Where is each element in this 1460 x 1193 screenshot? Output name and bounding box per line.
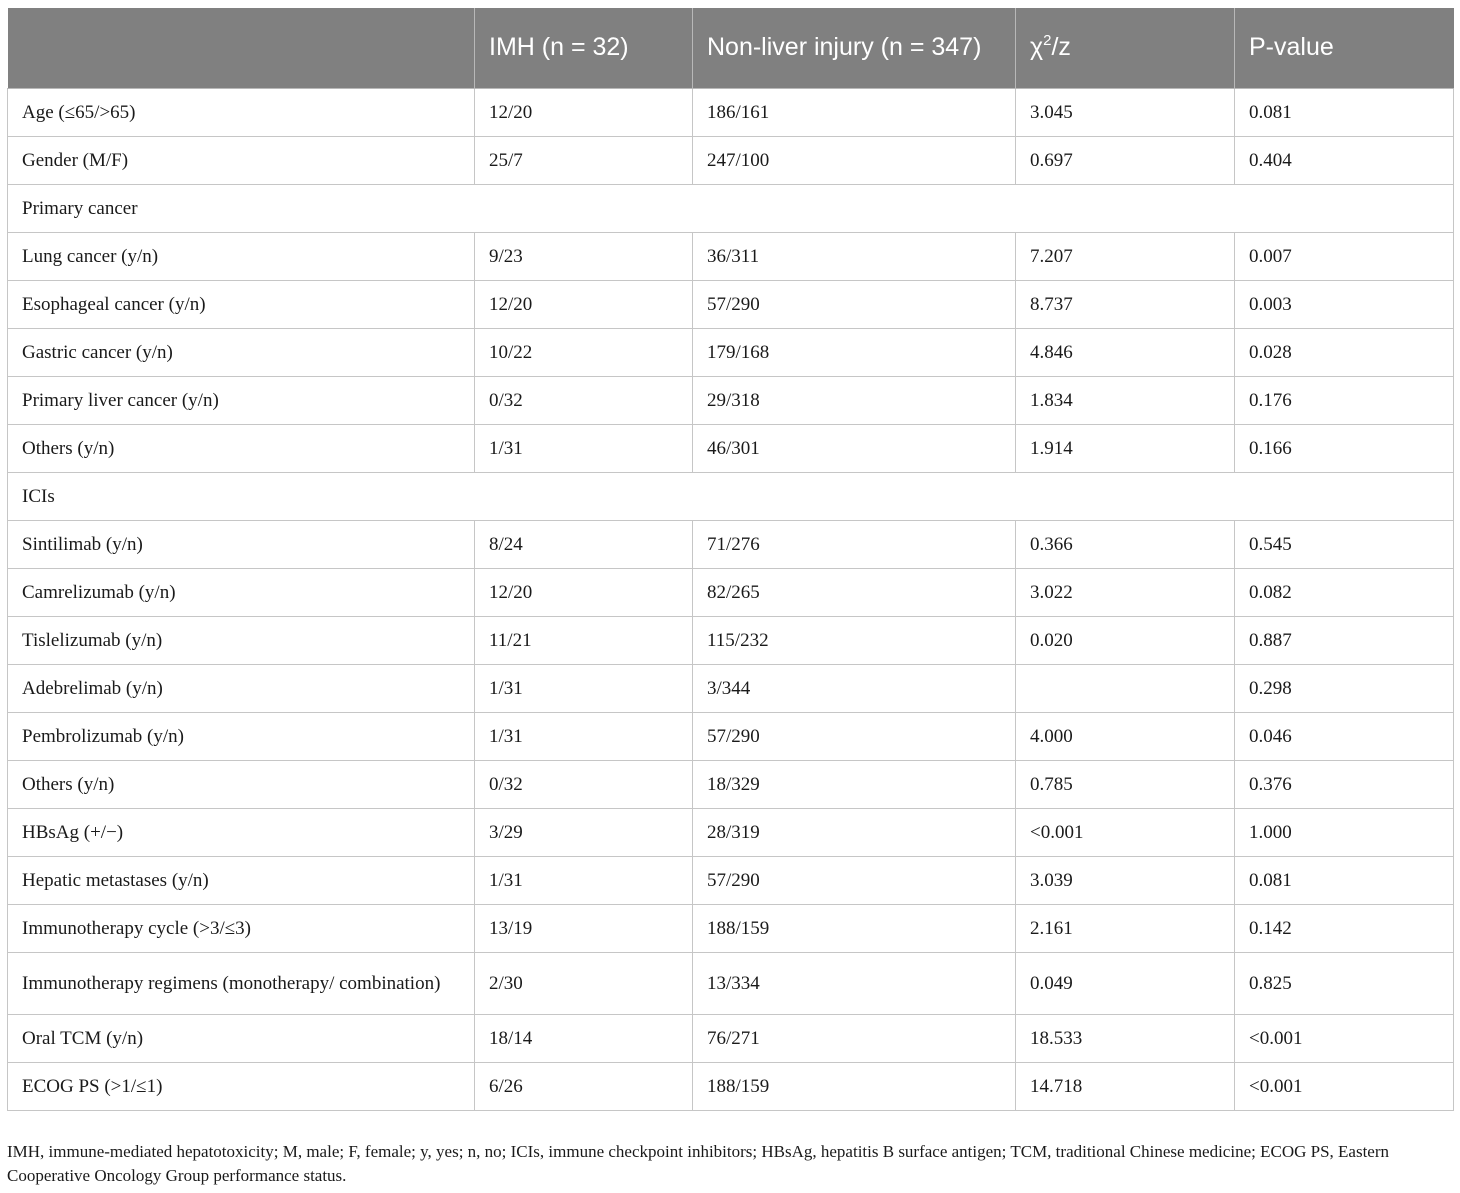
header-imh: IMH (n = 32) (475, 8, 693, 88)
cell-p-value: 0.166 (1235, 424, 1454, 472)
cell-chi-square: 0.020 (1016, 616, 1235, 664)
cell-chi-square: 7.207 (1016, 232, 1235, 280)
cell-non-liver-injury: 247/100 (693, 136, 1016, 184)
table-row (8, 712, 1454, 760)
cell-imh: 11/21 (475, 616, 693, 664)
cell-p-value: 0.176 (1235, 376, 1454, 424)
table-row (8, 424, 1454, 472)
cell-non-liver-injury: 57/290 (693, 712, 1016, 760)
cell-p-value: 0.142 (1235, 904, 1454, 952)
section-row (8, 472, 1454, 520)
row-label: Immunotherapy regimens (monotherapy/ combination) (8, 952, 475, 1014)
cell-chi-square: 0.049 (1016, 952, 1235, 1014)
cell-p-value: 0.082 (1235, 568, 1454, 616)
cell-imh: 12/20 (475, 280, 693, 328)
table-row (8, 1014, 1454, 1062)
cell-non-liver-injury: 13/334 (693, 952, 1016, 1014)
cell-chi-square: 0.366 (1016, 520, 1235, 568)
cell-chi-square: 0.785 (1016, 760, 1235, 808)
cell-non-liver-injury: 57/290 (693, 856, 1016, 904)
cell-imh: 13/19 (475, 904, 693, 952)
cell-p-value: 0.028 (1235, 328, 1454, 376)
cell-chi-square: <0.001 (1016, 808, 1235, 856)
row-label: Immunotherapy cycle (>3/≤3) (8, 904, 475, 952)
section-label: ICIs (8, 472, 1454, 520)
cell-chi-square: 14.718 (1016, 1062, 1235, 1110)
cell-chi-square: 4.000 (1016, 712, 1235, 760)
row-label: Adebrelimab (y/n) (8, 664, 475, 712)
header-row (8, 8, 1454, 88)
cell-non-liver-injury: 3/344 (693, 664, 1016, 712)
row-label: Primary liver cancer (y/n) (8, 376, 475, 424)
cell-imh: 12/20 (475, 568, 693, 616)
cell-chi-square: 3.022 (1016, 568, 1235, 616)
cell-p-value: 0.081 (1235, 88, 1454, 136)
header-chi-base: χ (1030, 33, 1044, 62)
results-table (7, 8, 1454, 1111)
cell-p-value: 0.545 (1235, 520, 1454, 568)
cell-chi-square (1016, 664, 1235, 712)
table-row (8, 904, 1454, 952)
cell-non-liver-injury: 28/319 (693, 808, 1016, 856)
cell-chi-square: 3.039 (1016, 856, 1235, 904)
cell-p-value: 0.404 (1235, 136, 1454, 184)
row-label: Gender (M/F) (8, 136, 475, 184)
row-label: Hepatic metastases (y/n) (8, 856, 475, 904)
cell-p-value: 0.046 (1235, 712, 1454, 760)
table-row (8, 376, 1454, 424)
cell-p-value: <0.001 (1235, 1062, 1454, 1110)
row-label: Age (≤65/>65) (8, 88, 475, 136)
table-row (8, 760, 1454, 808)
cell-chi-square: 2.161 (1016, 904, 1235, 952)
cell-non-liver-injury: 18/329 (693, 760, 1016, 808)
cell-chi-square: 18.533 (1016, 1014, 1235, 1062)
cell-p-value: 0.376 (1235, 760, 1454, 808)
table-row (8, 568, 1454, 616)
table-footnote: IMH, immune-mediated hepatotoxicity; M, male; F, female; y, yes; n, no; ICIs, immune checkpoint inhibitors; HBsAg, hepatitis B surface antigen; TCM, traditional Chinese medicine; ECOG PS, Eastern Cooperative Oncology Group performance status. (7, 1142, 1390, 1185)
cell-imh: 9/23 (475, 232, 693, 280)
cell-chi-square: 0.697 (1016, 136, 1235, 184)
table-row (8, 88, 1454, 136)
header-chi-tail: /z (1051, 33, 1071, 62)
header-variable (8, 8, 475, 88)
table-row (8, 856, 1454, 904)
cell-non-liver-injury: 46/301 (693, 424, 1016, 472)
cell-non-liver-injury: 29/318 (693, 376, 1016, 424)
cell-imh: 6/26 (475, 1062, 693, 1110)
cell-non-liver-injury: 179/168 (693, 328, 1016, 376)
table-row (8, 952, 1454, 1014)
row-label: Others (y/n) (8, 760, 475, 808)
cell-p-value: 1.000 (1235, 808, 1454, 856)
cell-non-liver-injury: 57/290 (693, 280, 1016, 328)
cell-p-value: 0.825 (1235, 952, 1454, 1014)
cell-non-liver-injury: 71/276 (693, 520, 1016, 568)
cell-p-value: 0.081 (1235, 856, 1454, 904)
row-label: Esophageal cancer (y/n) (8, 280, 475, 328)
cell-imh: 1/31 (475, 856, 693, 904)
section-label: Primary cancer (8, 184, 1454, 232)
cell-non-liver-injury: 82/265 (693, 568, 1016, 616)
table-row (8, 808, 1454, 856)
row-label: Camrelizumab (y/n) (8, 568, 475, 616)
cell-non-liver-injury: 36/311 (693, 232, 1016, 280)
cell-imh: 0/32 (475, 760, 693, 808)
row-label: Sintilimab (y/n) (8, 520, 475, 568)
cell-imh: 1/31 (475, 424, 693, 472)
cell-chi-square: 3.045 (1016, 88, 1235, 136)
cell-p-value: 0.003 (1235, 280, 1454, 328)
row-label: Gastric cancer (y/n) (8, 328, 475, 376)
cell-imh: 3/29 (475, 808, 693, 856)
cell-chi-square: 1.914 (1016, 424, 1235, 472)
cell-p-value: <0.001 (1235, 1014, 1454, 1062)
row-label: Tislelizumab (y/n) (8, 616, 475, 664)
cell-non-liver-injury: 188/159 (693, 1062, 1016, 1110)
header-chi-square (1016, 8, 1235, 88)
row-label: Others (y/n) (8, 424, 475, 472)
row-label: Lung cancer (y/n) (8, 232, 475, 280)
cell-imh: 10/22 (475, 328, 693, 376)
table-row (8, 328, 1454, 376)
row-label: HBsAg (+/−) (8, 808, 475, 856)
cell-imh: 1/31 (475, 712, 693, 760)
cell-p-value: 0.298 (1235, 664, 1454, 712)
table-body (8, 88, 1454, 1110)
cell-non-liver-injury: 115/232 (693, 616, 1016, 664)
header-non-liver-injury: Non-liver injury (n = 347) (693, 8, 1016, 88)
row-label: ECOG PS (>1/≤1) (8, 1062, 475, 1110)
section-row (8, 184, 1454, 232)
cell-non-liver-injury: 188/159 (693, 904, 1016, 952)
cell-chi-square: 4.846 (1016, 328, 1235, 376)
row-label: Pembrolizumab (y/n) (8, 712, 475, 760)
table-row (8, 616, 1454, 664)
cell-p-value: 0.887 (1235, 616, 1454, 664)
cell-non-liver-injury: 186/161 (693, 88, 1016, 136)
cell-p-value: 0.007 (1235, 232, 1454, 280)
cell-imh: 25/7 (475, 136, 693, 184)
cell-imh: 0/32 (475, 376, 693, 424)
cell-imh: 8/24 (475, 520, 693, 568)
table-row (8, 520, 1454, 568)
table-row (8, 664, 1454, 712)
cell-imh: 1/31 (475, 664, 693, 712)
table-row (8, 280, 1454, 328)
table-row (8, 232, 1454, 280)
table-wrapper (7, 8, 1453, 1111)
header-chi-sup: 2 (1043, 32, 1052, 50)
row-label: Oral TCM (y/n) (8, 1014, 475, 1062)
table-row (8, 1062, 1454, 1110)
table-row (8, 136, 1454, 184)
cell-imh: 12/20 (475, 88, 693, 136)
cell-imh: 2/30 (475, 952, 693, 1014)
header-p-value: P-value (1235, 8, 1454, 88)
cell-non-liver-injury: 76/271 (693, 1014, 1016, 1062)
cell-imh: 18/14 (475, 1014, 693, 1062)
cell-chi-square: 1.834 (1016, 376, 1235, 424)
cell-chi-square: 8.737 (1016, 280, 1235, 328)
